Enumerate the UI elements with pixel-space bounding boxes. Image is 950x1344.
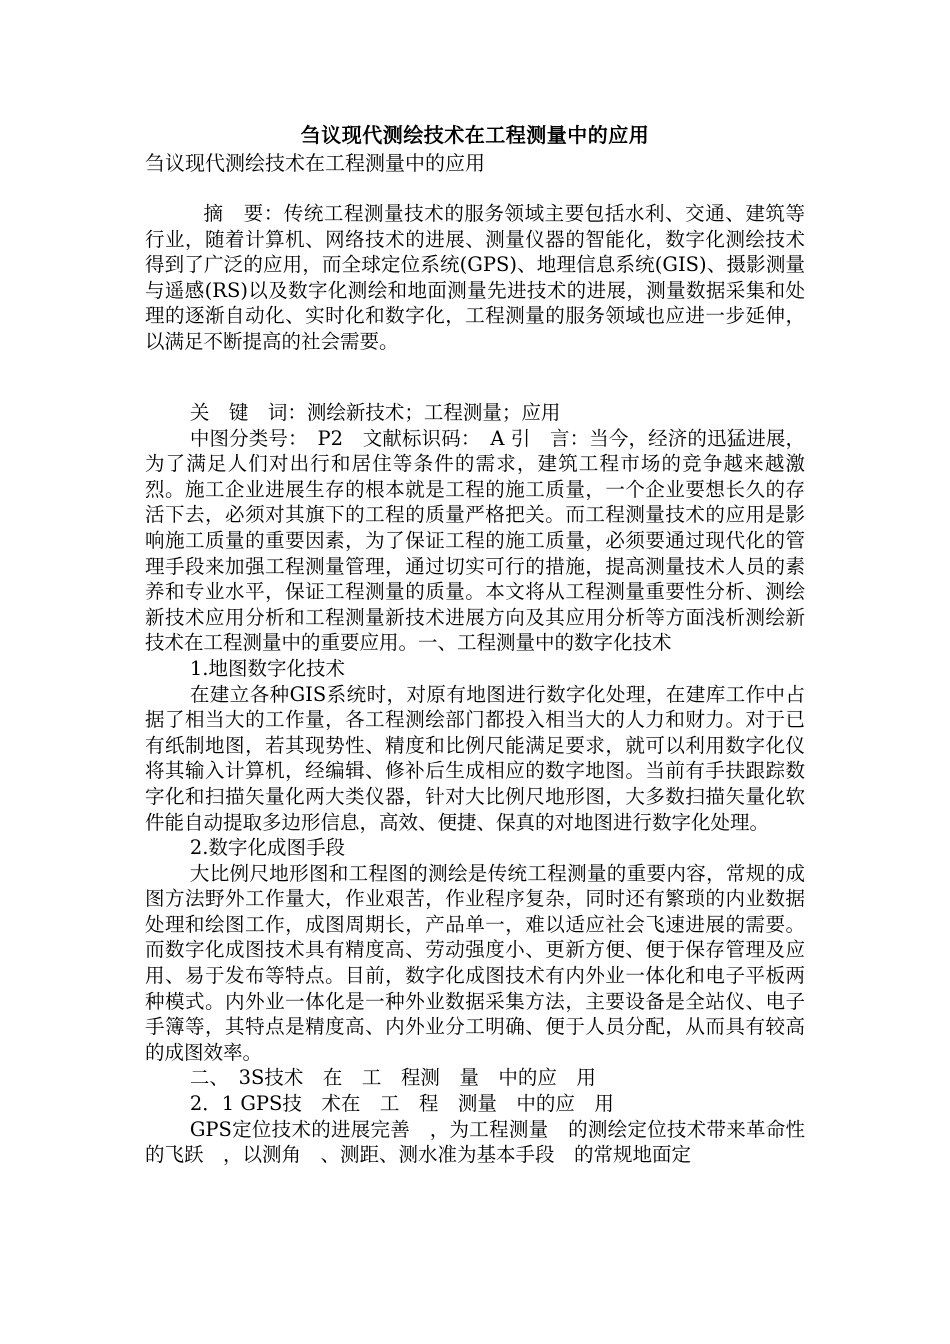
- document-subtitle: 刍议现代测绘技术在工程测量中的应用: [145, 151, 485, 175]
- section-heading-gps-technology: 2．1 GPS技 术在 工 程 测量 中的应 用: [189, 1092, 614, 1116]
- paragraph-gps-technology: GPS定位技术的进展完善 ，为工程测量 的测绘定位技术带来革命性的飞跃 ，以测角 、测距、测水准为基本手段 的常规地面定: [145, 1117, 805, 1167]
- paragraph-digital-mapping: 大比例尺地形图和工程图的测绘是传统工程测量的重要内容，常规的成图方法野外工作量大，作业艰苦，作业程序复杂，同时还有繁琐的内业数据处理和绘图工作，成图周期长，产品单一，难以适应社会飞速进展的需要。而数字化成图技术具有精度高、劳动强度小、更新方便、便于保存管理及应用、易于发布等特点。目前，数字化成图技术有内外业一体化和电子平板两种模式。内外业一体化是一种外业数据采集方法，主要设备是全站仪、电子手簿等，其特点是精度高、内外业分工明确、便于人员分配，从而具有较高的成图效率。: [145, 861, 805, 1064]
- document-title: 刍议现代测绘技术在工程测量中的应用: [300, 123, 650, 147]
- section-heading-digital-mapping: 2.数字化成图手段: [189, 836, 345, 860]
- abstract-section: [145, 201, 805, 355]
- keywords-line: 关 键 词：测绘新技术；工程测量；应用: [189, 401, 561, 424]
- section-heading-3s-technology: 二、 3S技术 在 工 程测 量 中的应 用: [189, 1066, 596, 1090]
- intro-paragraph: 中图分类号： P2 文献标识码： A 引 言：当今，经济的迅猛进展，为了满足人们对出行和居住等条件的需求，建筑工程市场的竞争越来越激烈。施工企业进展生存的根本就是工程的施工质量，一个企业要想长久的存活下去，必须对其旗下的工程的质量严格把关。而工程测量技术的应用是影响施工质量的重要因素，为了保证工程的施工质量，必须要通过现代化的管理手段来加强工程测量管理，通过切实可行的措施，提高测量技术人员的素养和专业水平，保证工程测量的质量。本文将从工程测量重要性分析、测绘新技术应用分析和工程测量新技术进展方向及其应用分析等方面浅析测绘新技术在工程测量中的重要应用。一、工程测量中的数字化技术: [145, 426, 805, 655]
- paragraph-map-digitization: 在建立各种GIS系统时，对原有地图进行数字化处理，在建库工作中占据了相当大的工作量，各工程测绘部门都投入相当大的人力和财力。对于已有纸制地图，若其现势性、精度和比例尺能满足要求，就可以利用数字化仪将其输入计算机，经编辑、修补后生成相应的数字地图。当前有手扶跟踪数字化和扫描矢量化两大类仪器，针对大比例尺地形图，大多数扫描矢量化软件能自动提取多边形信息，高效、便捷、保真的对地图进行数字化处理。: [145, 682, 805, 834]
- abstract-paragraph: 摘 要：传统工程测量技术的服务领域主要包括水利、交通、建筑等行业，随着计算机、网络技术的进展、测量仪器的智能化，数字化测绘技术得到了广泛的应用，而全球定位系统(GPS)、地理信息系统(GIS)、摄影测量与遥感(RS)以及数字化测绘和地面测量先进技术的进展，测量数据采集和处理的逐渐自动化、实时化和数字化，工程测量的服务领域也应进一步延伸，以满足不断提高的社会需要。: [145, 202, 805, 353]
- section-heading-map-digitization: 1.地图数字化技术: [189, 656, 345, 680]
- main-section: [145, 400, 805, 1168]
